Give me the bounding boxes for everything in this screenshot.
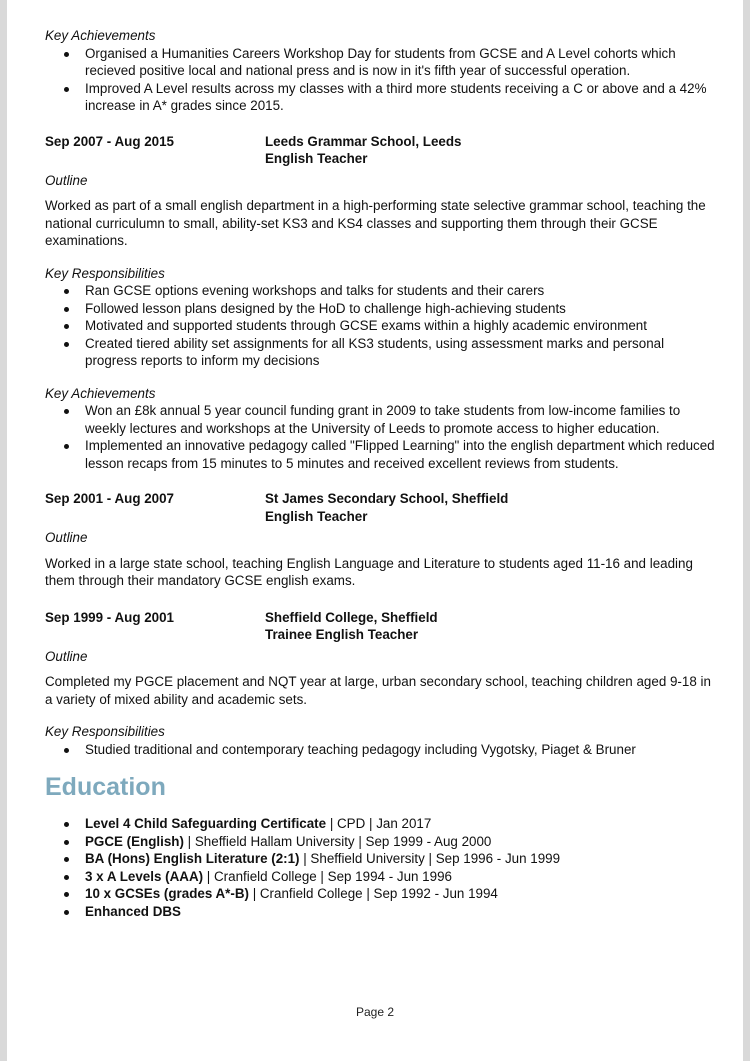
qualification-name: Enhanced DBS — [85, 903, 181, 919]
outline-text: Worked as part of a small english department in a high-performing state selective grammar school, teaching the national curriculumn to small, ability-set KS3 and KS4 classes and supporting them through their GCSE examinations. — [45, 198, 706, 248]
responsibilities-heading: Key Responsibilities — [45, 265, 165, 281]
outline-heading: Outline — [45, 530, 88, 545]
job-header — [45, 490, 715, 525]
list-item: Implemented an innovative pedagogy called "Flipped Learning" into the english department which reduced lesson recaps from 15 minutes to 5 minutes and received excellent reviews from students. — [85, 438, 715, 471]
education-list — [45, 815, 715, 920]
job-role: English Teacher — [265, 151, 368, 166]
achievements-heading: Key Achievements — [45, 28, 156, 43]
education-item — [85, 850, 715, 868]
list-item: Studied traditional and contemporary teaching pedagogy including Vygotsky, Piaget & Bruner — [85, 741, 715, 759]
document-page — [7, 0, 743, 1061]
qualification-details: | Sheffield Hallam University | Sep 1999 - Aug 2000 — [183, 833, 492, 849]
responsibilities-list — [45, 282, 715, 370]
qualification-details: | Cranfield College | Sep 1994 - Jun 1996 — [203, 868, 452, 884]
qualification-details: | Sheffield University | Sep 1996 - Jun 1999 — [299, 851, 561, 866]
qualification-name: PGCE (English) — [85, 833, 184, 849]
job-dates: Sep 1999 - Aug 2001 — [45, 609, 175, 625]
education-item — [85, 868, 715, 886]
section-title-education: Education — [45, 773, 166, 801]
job-header — [45, 609, 715, 644]
list-item: Organised a Humanities Careers Workshop Day for students from GCSE and A Level cohorts which recieved positive local and national press and is now in it's fifth year of successful operation. — [85, 45, 715, 80]
education-item — [85, 903, 715, 921]
list-item: Improved A Level results across my classes with a third more students receiving a C or above and a 42% increase in A* grades since 2015. — [85, 80, 715, 115]
achievements-list — [45, 45, 715, 115]
job-dates: Sep 2001 - Aug 2007 — [45, 491, 175, 506]
job-employer: Leeds Grammar School, Leeds — [265, 133, 462, 149]
page-number: Page 2 — [355, 1005, 395, 1019]
list-item: Won an £8k annual 5 year council funding grant in 2009 to take students from low-income families to weekly lectures and workshops at the University of Leeds to promote access to higher education. — [85, 402, 715, 437]
qualification-name: 10 x GCSEs (grades A*-B) — [85, 886, 249, 901]
job-employer: Sheffield College, Sheffield — [265, 609, 438, 625]
outline-heading: Outline — [45, 172, 88, 188]
qualification-name: BA (Hons) English Literature (2:1) — [85, 851, 300, 866]
list-item: Created tiered ability set assignments for all KS3 students, using assessment marks and personal progress reports to inform my decisions — [85, 335, 715, 370]
job-role: English Teacher — [265, 508, 368, 524]
education-item — [85, 833, 715, 851]
list-item: Followed lesson plans designed by the HoD to challenge high-achieving students — [85, 300, 715, 318]
responsibilities-heading: Key Responsibilities — [45, 724, 165, 739]
job-role: Trainee English Teacher — [265, 627, 419, 642]
list-item: Motivated and supported students through GCSE exams within a highly academic environment — [85, 317, 715, 335]
outline-heading: Outline — [45, 648, 88, 664]
responsibilities-list — [45, 741, 715, 759]
education-item — [85, 885, 715, 903]
job-dates: Sep 2007 - Aug 2015 — [45, 133, 175, 149]
list-item: Ran GCSE options evening workshops and talks for students and their carers — [85, 282, 715, 300]
outline-text: Completed my PGCE placement and NQT year at large, urban secondary school, teaching children aged 9-18 in a variety of mixed ability and academic sets. — [45, 674, 711, 707]
job-employer: St James Secondary School, Sheffield — [265, 491, 509, 506]
page-content — [45, 27, 715, 920]
education-item — [85, 815, 715, 833]
job-header — [45, 133, 715, 168]
qualification-details: | CPD | Jan 2017 — [326, 816, 432, 831]
outline-text: Worked in a large state school, teaching English Language and Literature to students aged 11-16 and leading them through their mandatory GCSE english exams. — [45, 555, 693, 588]
achievements-list — [45, 402, 715, 472]
qualification-details: | Cranfield College | Sep 1992 - Jun 1994 — [248, 886, 498, 901]
qualification-name: Level 4 Child Safeguarding Certificate — [85, 816, 327, 831]
qualification-name: 3 x A Levels (AAA) — [85, 868, 204, 884]
achievements-heading: Key Achievements — [45, 385, 156, 401]
